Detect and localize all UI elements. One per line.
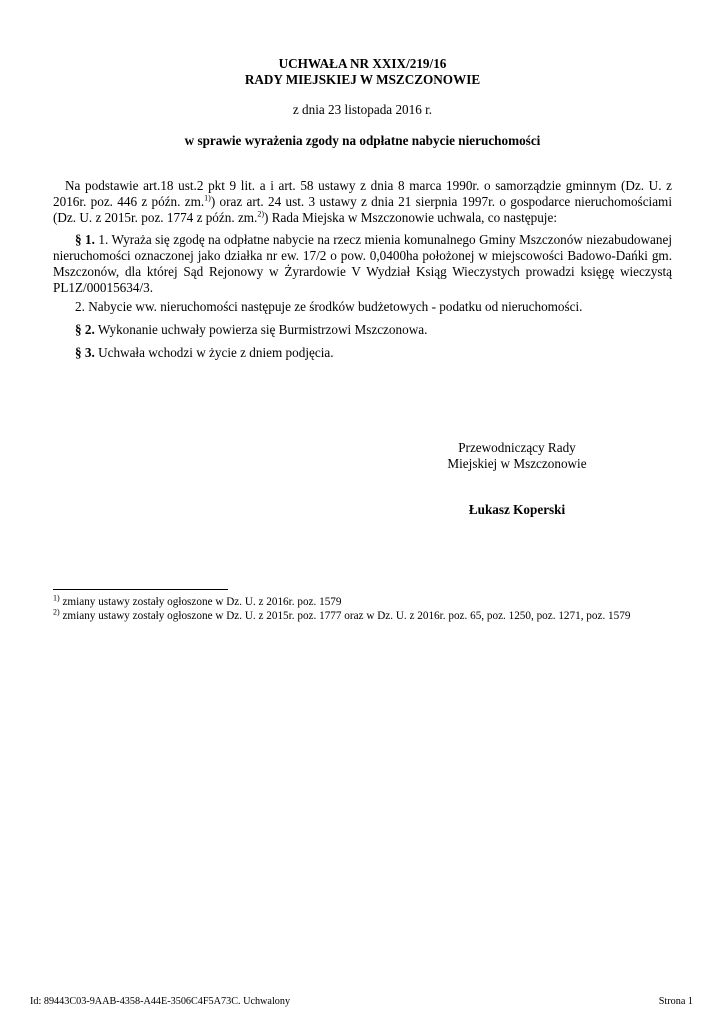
section-2-text: Wykonanie uchwały powierza się Burmistrzowi Mszczonowa.: [94, 322, 428, 337]
resolution-date: z dnia 23 listopada 2016 r.: [292, 102, 433, 117]
preamble-text-1: Na podstawie art.18 ust.2 pkt 9 lit. a i art. 58 ustawy z dnia 8 marca 1990r. o samorządzie gminnym (Dz. U. z 2016r. poz. 446 z późn. zm.: [53, 178, 672, 209]
council-name: RADY MIEJSKIEJ W MSZCZONOWIE: [244, 72, 481, 87]
section-2-label: § 2.: [75, 322, 95, 337]
footnote-2: [53, 607, 672, 624]
section-3-label: § 3.: [75, 345, 95, 360]
section-3: [53, 345, 672, 361]
section-1-label: § 1.: [75, 232, 95, 247]
signature-role-line-1: Przewodniczący Rady: [458, 440, 576, 455]
preamble: [53, 178, 672, 226]
footnote-1-ref: 1): [53, 593, 60, 603]
signature-name: Łukasz Koperski: [468, 502, 566, 517]
signature-role-line-2: Miejskiej w Mszczonowie: [447, 456, 587, 471]
page-number: Strona 1: [658, 996, 693, 1007]
footnote-ref-2: 2): [257, 209, 265, 219]
section-1-point-2: [53, 299, 672, 315]
resolution-subject: w sprawie wyrażenia zgody na odpłatne nabycie nieruchomości: [184, 133, 541, 148]
footnote-1: [53, 593, 672, 610]
preamble-text-2: ) oraz art. 24 ust. 3 ustawy z dnia 21 sierpnia 1997r. o gospodarce nieruchomościami (Dz. U. z 2015r. poz. 1774 z późn. zm.: [53, 194, 672, 225]
footnote-2-text: zmiany ustawy zostały ogłoszone w Dz. U. z 2015r. poz. 1777 oraz w Dz. U. z 2016r. poz. 65, poz. 1250, poz. 1271, poz. 1579: [62, 610, 631, 622]
footnote-1-text: zmiany ustawy zostały ogłoszone w Dz. U. z 2016r. poz. 1579: [62, 596, 342, 608]
footnote-ref-1: 1): [204, 193, 211, 203]
section-1-point-2-text: 2. Nabycie ww. nieruchomości następuje ze środków budżetowych - podatku od nieruchomości.: [75, 299, 583, 314]
section-1-text: 1. Wyraża się zgodę na odpłatne nabycie na rzecz mienia komunalnego Gminy Mszczonów niezabudowanej nieruchomości oznaczonej jako działka nr ew. 17/2 o pow. 0,0400ha położonej w miejscowości Badowo-Dańki gm. Mszczonów, dla której Sąd Rejonowy w Żyrardowie V Wydział Ksiąg Wieczystych prowadzi księgę wieczystą PL1Z/00015634/3.: [53, 232, 672, 295]
footnote-2-ref: 2): [53, 607, 60, 617]
section-2: [53, 322, 672, 338]
document-id: Id: 89443C03-9AAB-4358-A44E-3506C4F5A73C. Uchwalony: [30, 996, 291, 1007]
section-3-text: Uchwała wchodzi w życie z dniem podjęcia.: [94, 345, 334, 360]
footnote-separator: [53, 589, 228, 590]
section-1: [53, 232, 672, 296]
preamble-text-3: ) Rada Miejska w Mszczonowie uchwala, co następuje:: [264, 210, 557, 225]
resolution-title: UCHWAŁA NR XXIX/219/16: [278, 56, 447, 71]
